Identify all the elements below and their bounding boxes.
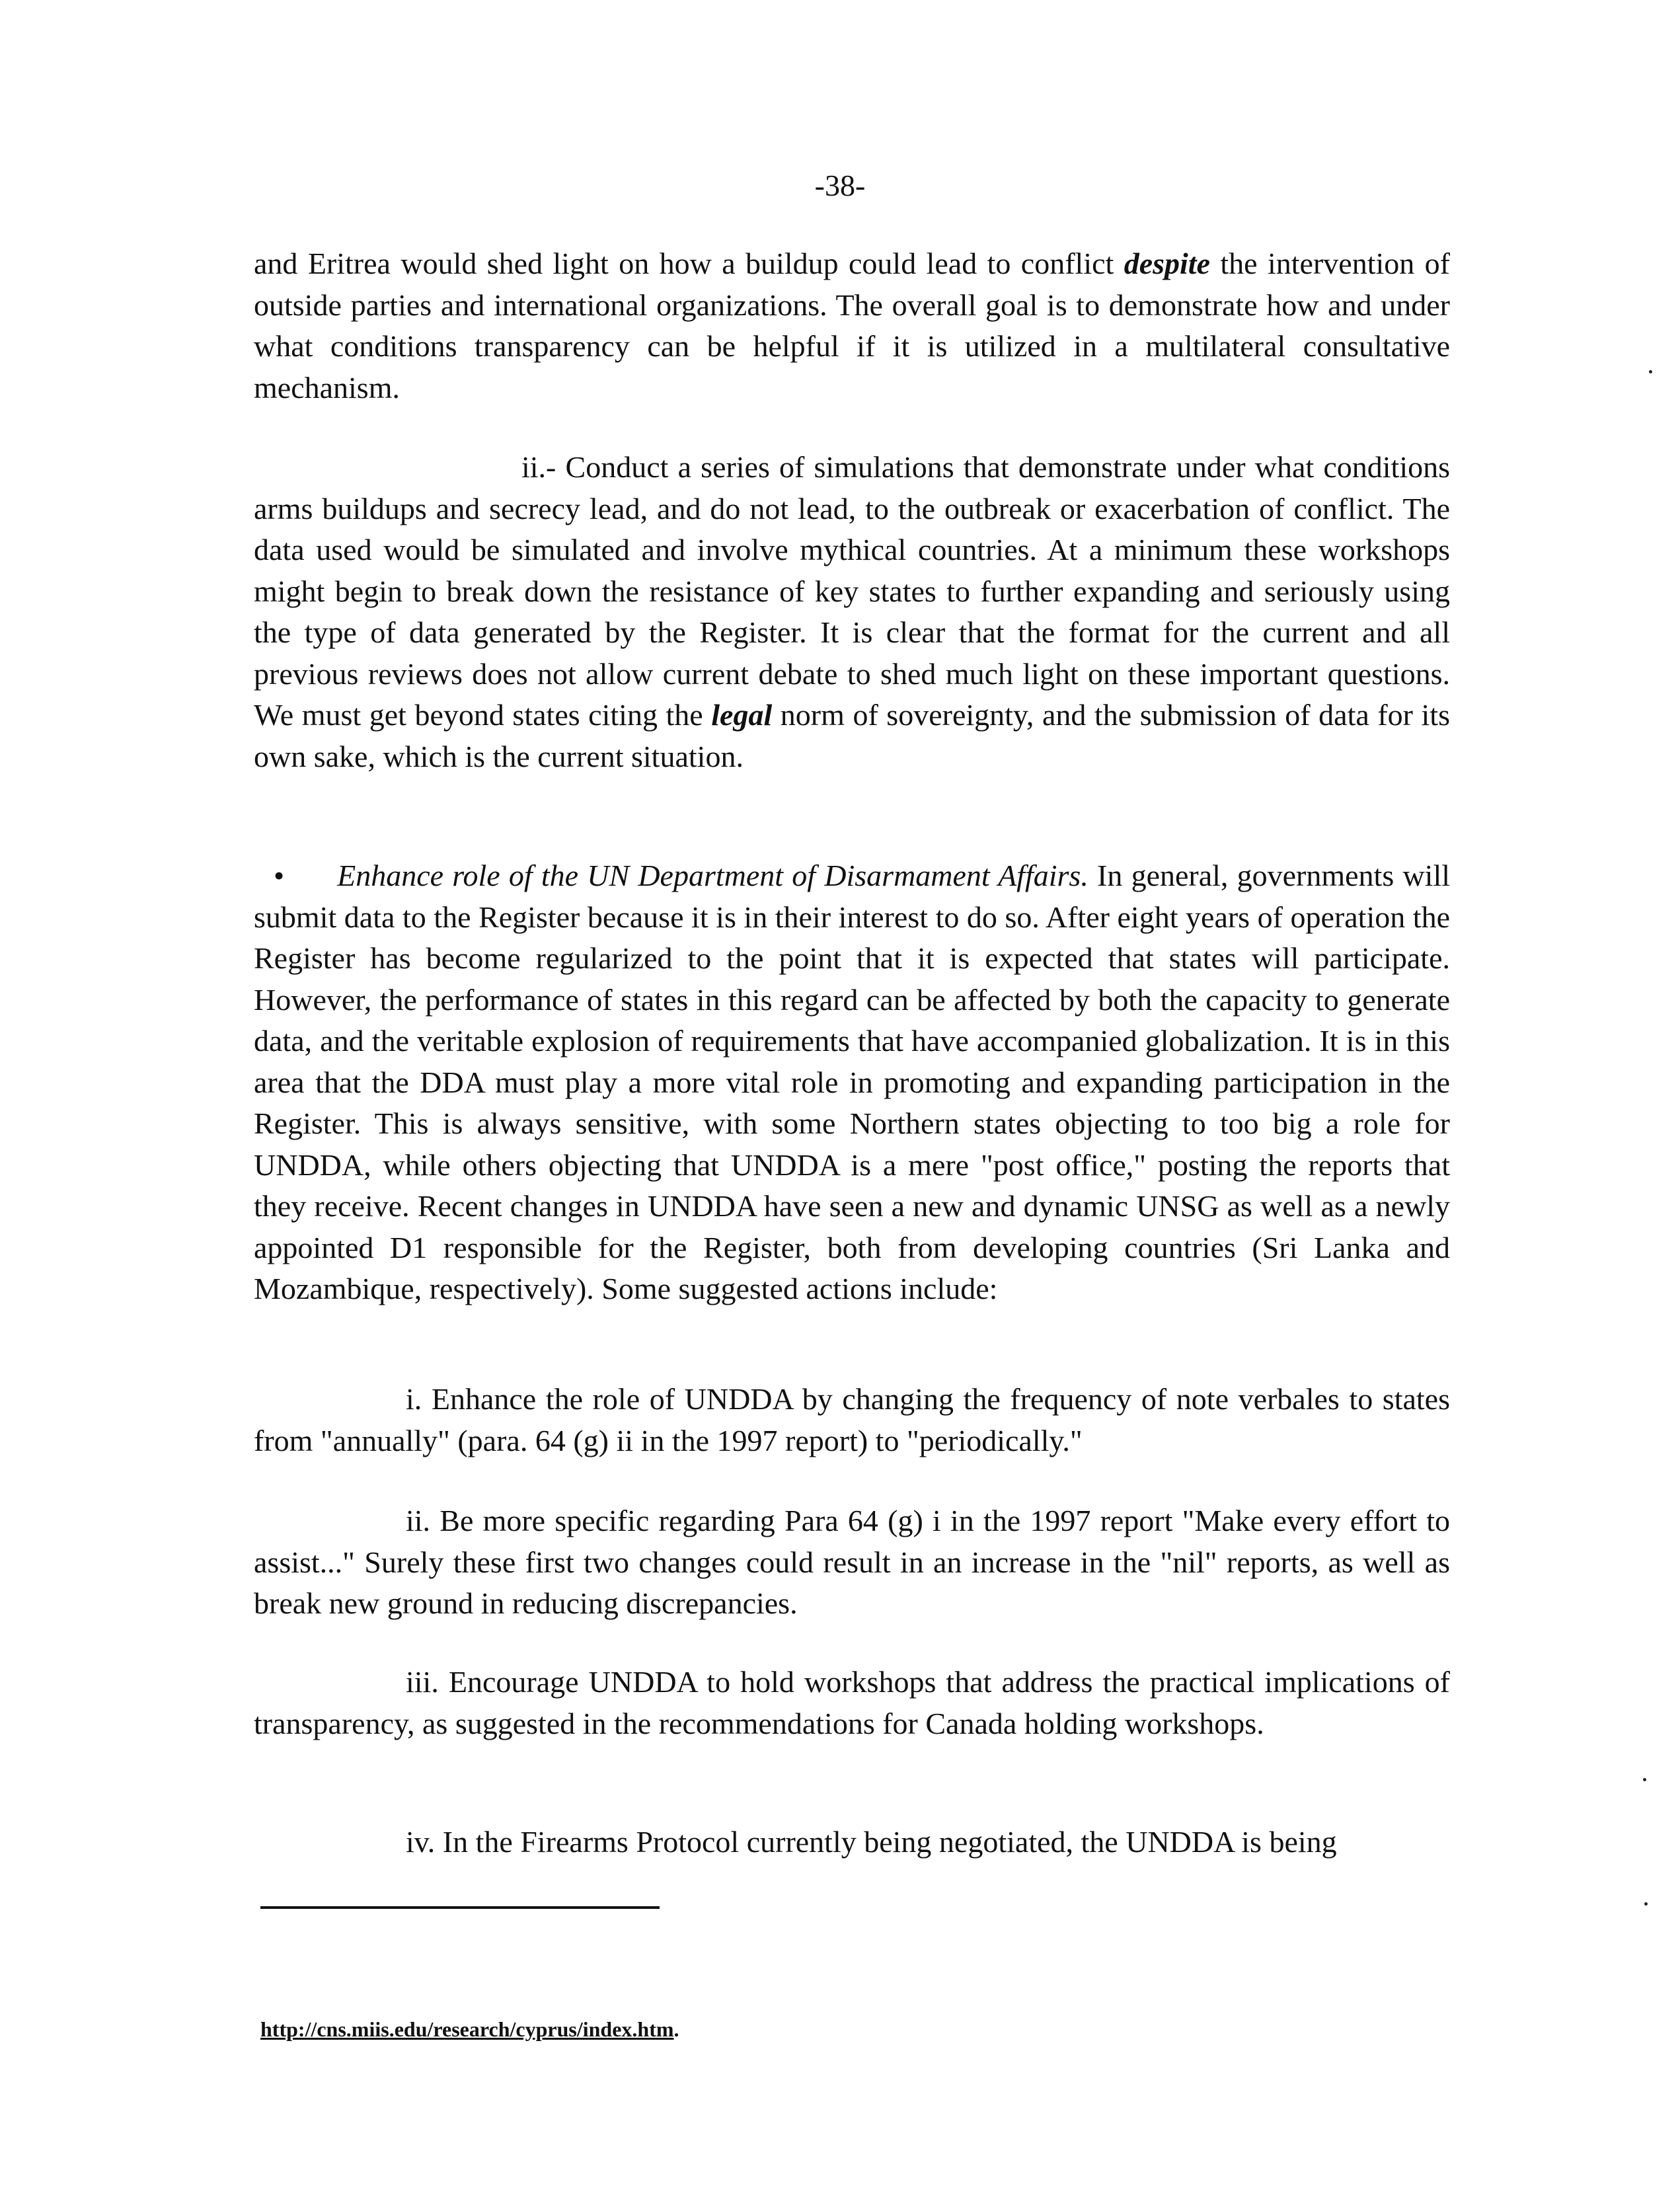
footnote	[260, 2016, 679, 2042]
paragraph-eritrea	[254, 243, 1450, 408]
bullet-icon: •	[274, 859, 285, 892]
bullet-heading: Enhance role of the UN Department of Disarmament Affairs.	[337, 859, 1088, 892]
paragraph-eritrea-text-2: the intervention of outside parties and international organizations. The overall goal is to demonstrate how and under what conditions transparency can be helpful if it is utilized in a multilateral consultative mechanism.	[254, 247, 1450, 405]
footnote-divider	[260, 1906, 660, 1909]
paragraph-eritrea-text-1: and Eritrea would shed light on how a buildup could lead to conflict	[254, 247, 1124, 280]
paragraph-simulations-text-2: norm of sovereignty, and the submission of data for its own sake, which is the current situation.	[254, 698, 1450, 773]
list-item-i: i. Enhance the role of UNDDA by changing the frequency of note verbales to states from "annually" (para. 64 (g) ii in the 1997 report) to "periodically."	[254, 1382, 1450, 1457]
scan-speck	[1644, 1902, 1648, 1906]
list-item-ii: ii. Be more specific regarding Para 64 (g) i in the 1997 report "Make every effort to assist..." Surely these first two changes could result in an increase in the "nil" reports, as well as break new ground in reducing discrepancies.	[254, 1504, 1450, 1620]
scan-speck	[1643, 1778, 1646, 1781]
emphasis-despite: despite	[1124, 247, 1210, 280]
list-item-iii: iii. Encourage UNDDA to hold workshops that address the practical implications of transparency, as suggested in the recommendations for Canada holding workshops.	[254, 1665, 1450, 1740]
paragraph-simulations	[254, 447, 1450, 777]
footnote-link[interactable]: http://cns.miis.edu/research/cyprus/index.htm	[260, 2017, 674, 2041]
page-number: -38-	[814, 169, 866, 202]
footnote-period: .	[673, 2017, 679, 2041]
emphasis-legal: legal	[711, 698, 773, 732]
scan-speck	[1649, 370, 1652, 373]
paragraph-simulations-text-1: ii.- Conduct a series of simulations that demonstrate under what conditions arms buildups and secrecy lead, and do not lead, to the outbreak or exacerbation of conflict. The data used would be simulated and involve mythical countries. At a minimum these workshops might begin to break down the resistance of key states to further expanding and seriously using the type of data generated by the Register. It is clear that the format for the current and all previous reviews does not allow current debate to shed much light on these important questions. We must get beyond states citing the	[254, 450, 1450, 732]
list-item-iv: iv. In the Firearms Protocol currently being negotiated, the UNDDA is being	[406, 1825, 1337, 1859]
bullet-body: In general, governments will submit data to the Register because it is in their interest to do so. After eight years of operation the Register has become regularized to the point that it is expected that states will participate. However, the performance of states in this regard can be affected by both the capacity to generate data, and the veritable explosion of requirements that have accompanied globalization. It is in this area that the DDA must play a more vital role in promoting and expanding participation in the Register. This is always sensitive, with some Northern states objecting to too big a role for UNDDA, while others objecting that UNDDA is a mere "post office," posting the reports that they receive. Recent changes in UNDDA have seen a new and dynamic UNSG as well as a newly appointed D1 responsible for the Register, both from developing countries (Sri Lanka and Mozambique, respectively). Some suggested actions include:	[254, 859, 1451, 1305]
bullet-enhance-role	[254, 855, 1450, 1310]
